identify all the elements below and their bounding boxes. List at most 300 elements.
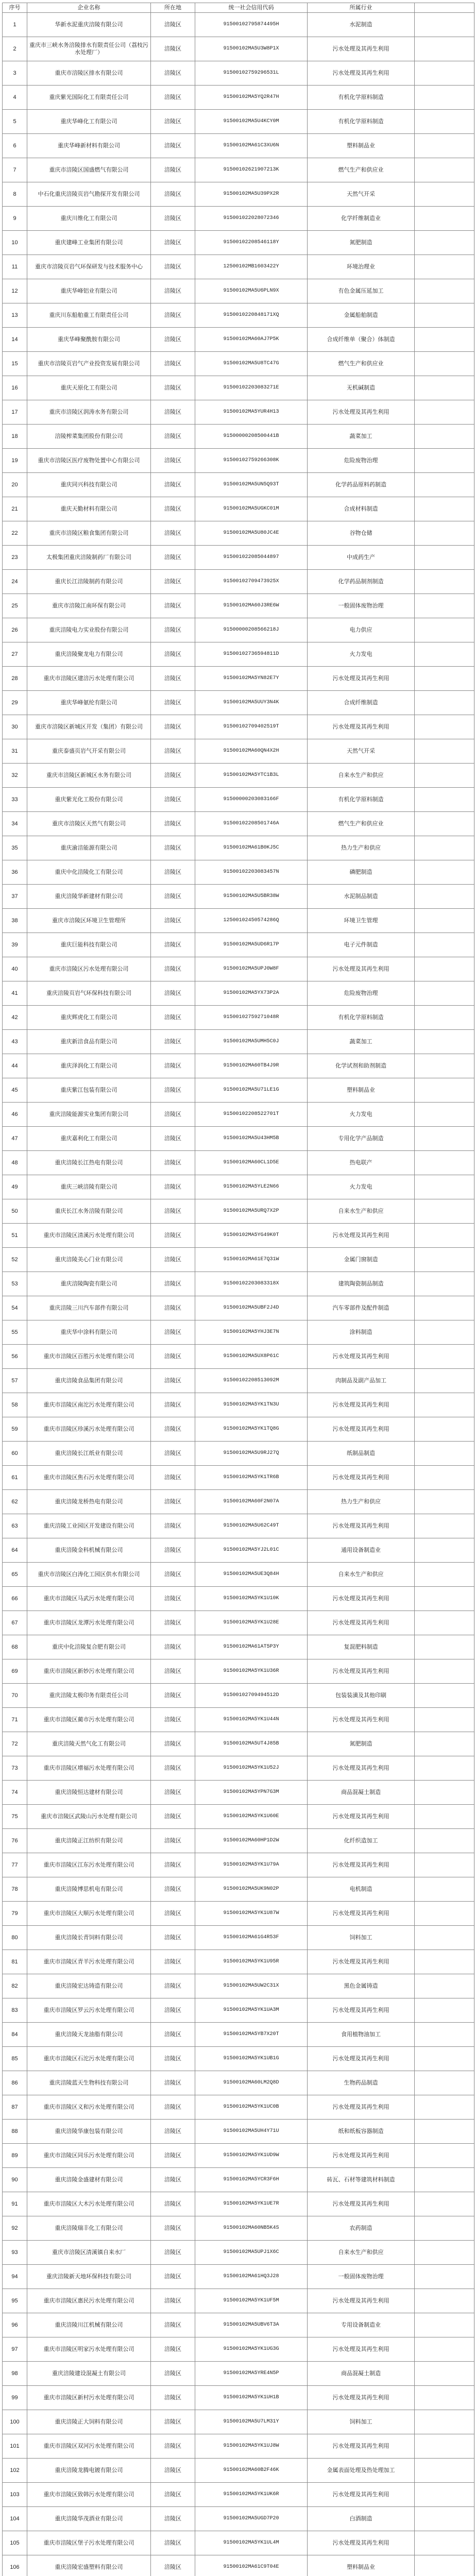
cell-no: 37 (3, 885, 27, 909)
cell-credit-code: 91500102MA5UD6R17P (195, 933, 308, 957)
cell-credit-code: 91500102795874495H (195, 13, 308, 37)
table-row (3, 2362, 474, 2386)
cell-location: 涪陵区 (151, 812, 195, 836)
table-row (3, 376, 474, 400)
cell-company-name: 重庆紫江包装有限公司 (27, 1078, 151, 1103)
cell-location: 涪陵区 (151, 2095, 195, 2120)
cell-industry: 环境治理业 (308, 255, 415, 279)
cell-industry: 一般固体废物治理 (308, 2265, 415, 2289)
cell-company-name: 重庆泰盛页岩气开采有限公司 (27, 739, 151, 764)
cell-location: 涪陵区 (151, 2362, 195, 2386)
cell-location: 涪陵区 (151, 1248, 195, 1272)
cell-industry: 有机化学原料制造 (308, 1006, 415, 1030)
cell-no: 91 (3, 2192, 27, 2216)
cell-no: 33 (3, 788, 27, 812)
table-row (3, 1030, 474, 1054)
table-row (3, 1708, 474, 1732)
cell-credit-code: 91500102MA61C3XU6N (195, 134, 308, 158)
cell-blank (415, 207, 474, 231)
cell-no: 78 (3, 1877, 27, 1902)
cell-no: 53 (3, 1272, 27, 1296)
table-row (3, 1296, 474, 1320)
table-row (3, 1393, 474, 1417)
cell-company-name: 太极集团重庆涪陵制药厂有限公司 (27, 546, 151, 570)
table-row (3, 1538, 474, 1563)
table-row (3, 400, 474, 425)
cell-blank (415, 1224, 474, 1248)
cell-industry: 涂料制造 (308, 1320, 415, 1345)
table-row (3, 1006, 474, 1030)
cell-location: 涪陵区 (151, 1950, 195, 1974)
cell-blank (415, 812, 474, 836)
cell-industry: 热力生产和供应 (308, 1490, 415, 1514)
cell-industry: 污水处理及其再生利用 (308, 2386, 415, 2410)
cell-blank (415, 1950, 474, 1974)
cell-location: 涪陵区 (151, 836, 195, 860)
cell-location: 涪陵区 (151, 667, 195, 691)
cell-no: 94 (3, 2265, 27, 2289)
cell-no: 17 (3, 400, 27, 425)
cell-no: 45 (3, 1078, 27, 1103)
cell-company-name: 重庆中化涪陵化工有限公司 (27, 860, 151, 885)
cell-no: 47 (3, 1127, 27, 1151)
cell-industry: 有机化学原料制造 (308, 788, 415, 812)
cell-no: 50 (3, 1199, 27, 1224)
cell-no: 51 (3, 1224, 27, 1248)
cell-industry: 污水处理及其再生利用 (308, 1417, 415, 1442)
cell-no: 67 (3, 1611, 27, 1635)
cell-industry: 危险废物治理 (308, 981, 415, 1006)
cell-company-name: 重庆三峡涪陵有限公司 (27, 1175, 151, 1199)
table-row (3, 1781, 474, 1805)
cell-industry: 污水处理及其再生利用 (308, 1756, 415, 1781)
cell-blank (415, 61, 474, 86)
cell-credit-code: 12500102450574286Q (195, 909, 308, 933)
cell-credit-code: 91500102MA5UK9N02P (195, 1877, 308, 1902)
cell-no: 89 (3, 2144, 27, 2168)
company-table (2, 3, 474, 2576)
cell-company-name: 重庆涪陵长青饲料有限公司 (27, 1926, 151, 1950)
cell-company-name: 重庆涪陵能源实业集团有限公司 (27, 1103, 151, 1127)
cell-company-name: 重庆市涪陵区清溪污水处理有限公司 (27, 1224, 151, 1248)
cell-industry: 燃气生产和供应业 (308, 158, 415, 182)
cell-blank (415, 1781, 474, 1805)
table-row (3, 1248, 474, 1272)
cell-blank (415, 1877, 474, 1902)
cell-blank (415, 2313, 474, 2337)
cell-location: 涪陵区 (151, 352, 195, 376)
cell-no: 12 (3, 279, 27, 303)
cell-blank (415, 1635, 474, 1659)
cell-no: 54 (3, 1296, 27, 1320)
cell-blank (415, 2555, 474, 2576)
cell-industry: 塑料制品业 (308, 1078, 415, 1103)
cell-credit-code: 91500102MA5YHJ3E7N (195, 1320, 308, 1345)
cell-location: 涪陵区 (151, 981, 195, 1006)
cell-credit-code: 91500102208546118Y (195, 231, 308, 255)
cell-industry: 合成纤维制造 (308, 691, 415, 715)
cell-credit-code: 91500102621907213K (195, 158, 308, 182)
cell-company-name: 重庆巨能科技有限公司 (27, 933, 151, 957)
cell-company-name: 重庆涪陵龙桥热电有限公司 (27, 1490, 151, 1514)
cell-company-name: 重庆新涪食品有限公司 (27, 1030, 151, 1054)
cell-location: 涪陵区 (151, 2144, 195, 2168)
cell-industry: 农药制造 (308, 2216, 415, 2241)
cell-location: 涪陵区 (151, 2337, 195, 2362)
cell-credit-code: 91500102MA5YK1U28E (195, 1611, 308, 1635)
cell-industry: 氮肥制造 (308, 231, 415, 255)
cell-no: 81 (3, 1950, 27, 1974)
cell-credit-code: 91500102MA5YK1U60E (195, 1805, 308, 1829)
cell-company-name: 重庆市涪陵区排水有限公司 (27, 61, 151, 86)
cell-no: 24 (3, 570, 27, 594)
cell-industry: 有机化学原料制造 (308, 110, 415, 134)
cell-industry: 生物药品制造 (308, 2071, 415, 2095)
cell-credit-code: 91500102MA5YB7X20T (195, 2023, 308, 2047)
cell-credit-code: 91500102MA61E7Q31W (195, 1248, 308, 1272)
table-row (3, 1805, 474, 1829)
cell-blank (415, 2071, 474, 2095)
cell-credit-code: 91500102MA60AJ7P5K (195, 328, 308, 352)
cell-no: 22 (3, 521, 27, 546)
cell-company-name: 重庆市涪陵区百胜污水处理有限公司 (27, 1345, 151, 1369)
cell-no: 80 (3, 1926, 27, 1950)
cell-blank (415, 279, 474, 303)
cell-no: 76 (3, 1829, 27, 1853)
cell-credit-code: 91500102MA5YG49K0T (195, 1224, 308, 1248)
table-row (3, 1345, 474, 1369)
cell-blank (415, 231, 474, 255)
cell-blank (415, 110, 474, 134)
table-row (3, 1998, 474, 2023)
cell-credit-code: 91500102MA5U43HM5B (195, 1127, 308, 1151)
cell-no: 27 (3, 642, 27, 667)
cell-no: 97 (3, 2337, 27, 2362)
table-row (3, 1974, 474, 1998)
cell-company-name: 涪陵榨菜集团股份有限公司 (27, 425, 151, 449)
table-row (3, 255, 474, 279)
table-row (3, 2313, 474, 2337)
cell-company-name: 重庆市涪陵区马武污水处理有限公司 (27, 1587, 151, 1611)
cell-company-name: 重庆市涪陵区白涛化工园区供水有限公司 (27, 1563, 151, 1587)
cell-industry: 火力发电 (308, 1103, 415, 1127)
cell-industry: 污水处理及其再生利用 (308, 2144, 415, 2168)
cell-credit-code: 91500102MA5U4KCY0M (195, 110, 308, 134)
cell-company-name: 重庆涪陵天龙油脂有限公司 (27, 2023, 151, 2047)
table-row (3, 2144, 474, 2168)
cell-credit-code: 91500102MA5U8TC47G (195, 352, 308, 376)
cell-company-name: 中石化重庆涪陵页岩气勘探开发有限公司 (27, 182, 151, 207)
cell-company-name: 重庆紫光化工股份有限公司 (27, 788, 151, 812)
cell-industry: 肉制品及副产品加工 (308, 1369, 415, 1393)
cell-no: 46 (3, 1103, 27, 1127)
cell-no: 61 (3, 1466, 27, 1490)
cell-company-name: 重庆市涪陵区新城区水务有限公司 (27, 764, 151, 788)
cell-location: 涪陵区 (151, 2531, 195, 2555)
cell-blank (415, 2216, 474, 2241)
header-row (3, 3, 474, 13)
cell-company-name: 重庆华峰新材料有限公司 (27, 134, 151, 158)
cell-industry: 纸制品制造 (308, 1442, 415, 1466)
cell-credit-code: 91500102MA5YK1U44N (195, 1708, 308, 1732)
cell-no: 34 (3, 812, 27, 836)
cell-company-name: 重庆华峰铝业有限公司 (27, 279, 151, 303)
cell-credit-code: 91500102709494512D (195, 1684, 308, 1708)
cell-no: 40 (3, 957, 27, 981)
cell-location: 涪陵区 (151, 1659, 195, 1684)
table-row (3, 836, 474, 860)
cell-company-name: 重庆涪陵华新建材有限公司 (27, 885, 151, 909)
cell-location: 涪陵区 (151, 328, 195, 352)
cell-blank (415, 1127, 474, 1151)
cell-credit-code: 91500102MA5U6PLN9X (195, 279, 308, 303)
cell-location: 涪陵区 (151, 1127, 195, 1151)
cell-no: 5 (3, 110, 27, 134)
cell-blank (415, 37, 474, 61)
cell-company-name: 重庆涪陵陶瓷有限公司 (27, 1272, 151, 1296)
cell-industry: 水泥制品制造 (308, 885, 415, 909)
cell-location: 涪陵区 (151, 37, 195, 61)
cell-industry: 中成药生产 (308, 546, 415, 570)
cell-blank (415, 86, 474, 110)
cell-industry: 有色金属压延加工 (308, 279, 415, 303)
cell-credit-code: 91500102759271048R (195, 1006, 308, 1030)
cell-no: 69 (3, 1659, 27, 1684)
table-row (3, 61, 474, 86)
cell-blank (415, 981, 474, 1006)
table-row (3, 1224, 474, 1248)
cell-company-name: 重庆天勤材料有限公司 (27, 497, 151, 521)
cell-blank (415, 2410, 474, 2434)
cell-blank (415, 1248, 474, 1272)
cell-no: 79 (3, 1902, 27, 1926)
table-row (3, 618, 474, 642)
cell-company-name: 重庆市涪陵区医疗废物处置中心有限公司 (27, 449, 151, 473)
cell-industry: 污水处理及其再生利用 (308, 1659, 415, 1684)
cell-blank (415, 1393, 474, 1417)
table-row (3, 1587, 474, 1611)
cell-company-name: 重庆市涪陵区天然气有限公司 (27, 812, 151, 836)
cell-no: 4 (3, 86, 27, 110)
cell-blank (415, 764, 474, 788)
cell-location: 涪陵区 (151, 1103, 195, 1127)
cell-location: 涪陵区 (151, 158, 195, 182)
cell-no: 20 (3, 473, 27, 497)
table-row (3, 1490, 474, 1514)
cell-location: 涪陵区 (151, 1466, 195, 1490)
cell-credit-code: 91500102203083457N (195, 860, 308, 885)
table-row (3, 1659, 474, 1684)
cell-company-name: 重庆市涪陵区国盛燃气有限公司 (27, 158, 151, 182)
cell-credit-code: 91500102MA61B0KJ5C (195, 836, 308, 860)
cell-industry: 污水处理及其再生利用 (308, 1587, 415, 1611)
table-row (3, 2555, 474, 2576)
cell-no: 63 (3, 1514, 27, 1538)
cell-company-name: 重庆同兴科技有限公司 (27, 473, 151, 497)
cell-location: 涪陵区 (151, 255, 195, 279)
table-row (3, 1877, 474, 1902)
cell-company-name: 重庆涪陵龙腾电镀有限公司 (27, 2459, 151, 2483)
cell-location: 涪陵区 (151, 1902, 195, 1926)
cell-no: 3 (3, 61, 27, 86)
cell-industry: 污水处理及其再生利用 (308, 1224, 415, 1248)
cell-company-name: 重庆涪陵太极印务有限责任公司 (27, 1684, 151, 1708)
cell-blank (415, 1829, 474, 1853)
cell-no: 32 (3, 764, 27, 788)
cell-no: 99 (3, 2386, 27, 2410)
cell-company-name: 重庆市涪陵区焦石污水处理有限公司 (27, 1466, 151, 1490)
cell-company-name: 华新水泥重庆涪陵有限公司 (27, 13, 151, 37)
cell-industry: 污水处理及其再生利用 (308, 1708, 415, 1732)
cell-blank (415, 2144, 474, 2168)
cell-credit-code: 91500102MA5U39PX2R (195, 182, 308, 207)
table-row (3, 2410, 474, 2434)
cell-company-name: 重庆涪陵蓝天生物科技有限公司 (27, 2071, 151, 2095)
cell-blank (415, 594, 474, 618)
cell-blank (415, 1103, 474, 1127)
cell-company-name: 重庆市涪陵区义和污水处理有限公司 (27, 2095, 151, 2120)
cell-no: 93 (3, 2241, 27, 2265)
cell-industry: 污水处理及其再生利用 (308, 1902, 415, 1926)
cell-blank (415, 1417, 474, 1442)
cell-location: 涪陵区 (151, 1175, 195, 1199)
cell-blank (415, 1490, 474, 1514)
cell-industry: 污水处理及其再生利用 (308, 2192, 415, 2216)
cell-location: 涪陵区 (151, 594, 195, 618)
cell-credit-code: 91500102208513092M (195, 1369, 308, 1393)
cell-blank (415, 2531, 474, 2555)
cell-blank (415, 158, 474, 182)
cell-no: 2 (3, 37, 27, 61)
cell-company-name: 重庆涪陵金盛建材有限公司 (27, 2168, 151, 2192)
cell-industry: 有机化学原料制造 (308, 86, 415, 110)
cell-credit-code: 91500102MA5URQ7X2P (195, 1199, 308, 1224)
cell-company-name: 重庆泽润化工有限公司 (27, 1054, 151, 1078)
cell-no: 84 (3, 2023, 27, 2047)
cell-company-name: 重庆川维化工有限公司 (27, 207, 151, 231)
cell-credit-code: 91500102759296531L (195, 61, 308, 86)
table-row (3, 715, 474, 739)
cell-credit-code: 91500102MA5YQ2R47H (195, 86, 308, 110)
cell-credit-code: 91500102MA5U3W8P1X (195, 37, 308, 61)
cell-blank (415, 667, 474, 691)
cell-company-name: 重庆涪陵正大饲料有限公司 (27, 2410, 151, 2434)
cell-company-name: 重庆市涪陵区新城区开发（集团）有限公司 (27, 715, 151, 739)
table-row (3, 2386, 474, 2410)
cell-credit-code: 91500102MA5UH4Y71U (195, 2120, 308, 2144)
cell-no: 35 (3, 836, 27, 860)
cell-company-name: 重庆市涪陵区新村污水处理有限公司 (27, 2386, 151, 2410)
cell-credit-code: 91500102MA60NB5K4S (195, 2216, 308, 2241)
cell-industry: 污水处理及其再生利用 (308, 1611, 415, 1635)
cell-no: 85 (3, 2047, 27, 2071)
cell-credit-code: 91500102MA5YK1U10K (195, 1587, 308, 1611)
cell-no: 68 (3, 1635, 27, 1659)
cell-location: 涪陵区 (151, 1272, 195, 1296)
cell-no: 1 (3, 13, 27, 37)
cell-no: 42 (3, 1006, 27, 1030)
cell-credit-code: 91500102MA61G4R53F (195, 1926, 308, 1950)
cell-credit-code: 91500102MA5YK1U87W (195, 1902, 308, 1926)
cell-blank (415, 1272, 474, 1296)
cell-company-name: 重庆市涪陵区蔺市污水处理有限公司 (27, 1708, 151, 1732)
cell-industry: 污水处理及其再生利用 (308, 1345, 415, 1369)
cell-company-name: 重庆川东船舶重工有限责任公司 (27, 303, 151, 328)
table-row (3, 1611, 474, 1635)
table-row (3, 2434, 474, 2459)
cell-industry: 纸和纸板容器制造 (308, 2120, 415, 2144)
cell-no: 29 (3, 691, 27, 715)
cell-blank (415, 1369, 474, 1393)
table-row (3, 2120, 474, 2144)
cell-company-name: 重庆涪陵长江热电有限公司 (27, 1151, 151, 1175)
cell-location: 涪陵区 (151, 885, 195, 909)
cell-industry: 污水处理及其再生利用 (308, 1805, 415, 1829)
cell-credit-code: 91500102MA60B2F46K (195, 2459, 308, 2483)
cell-company-name: 重庆市涪陵区环境卫生管理所 (27, 909, 151, 933)
cell-location: 涪陵区 (151, 1684, 195, 1708)
cell-industry: 燃气生产和供应业 (308, 352, 415, 376)
cell-location: 涪陵区 (151, 1732, 195, 1756)
cell-credit-code: 91500102203083318X (195, 1272, 308, 1296)
table-row (3, 231, 474, 255)
table-row (3, 182, 474, 207)
cell-blank (415, 1054, 474, 1078)
cell-industry: 火力发电 (308, 1175, 415, 1199)
cell-blank (415, 2095, 474, 2120)
cell-blank (415, 2483, 474, 2507)
cell-blank (415, 618, 474, 642)
cell-blank (415, 376, 474, 400)
cell-blank (415, 2459, 474, 2483)
cell-location: 涪陵区 (151, 691, 195, 715)
table-row (3, 1127, 474, 1151)
cell-location: 涪陵区 (151, 2507, 195, 2531)
cell-location: 涪陵区 (151, 570, 195, 594)
cell-industry: 水泥制造 (308, 13, 415, 37)
cell-industry: 污水处理及其再生利用 (308, 715, 415, 739)
cell-no: 101 (3, 2434, 27, 2459)
cell-no: 58 (3, 1393, 27, 1417)
cell-industry: 商品混凝土制造 (308, 2362, 415, 2386)
cell-credit-code: 91500102MA5UN5Q93T (195, 473, 308, 497)
cell-industry: 白酒制造 (308, 2507, 415, 2531)
cell-company-name: 重庆市涪陵区润涛水务有限公司 (27, 400, 151, 425)
cell-company-name: 重庆市涪陵区污水处理有限公司 (27, 957, 151, 981)
cell-location: 涪陵区 (151, 715, 195, 739)
cell-industry: 化学试剂和助剂制造 (308, 1054, 415, 1078)
cell-company-name: 重庆中化涪陵复合肥有限公司 (27, 1635, 151, 1659)
cell-blank (415, 1296, 474, 1320)
cell-credit-code: 91500102MA5YJ2L01C (195, 1538, 308, 1563)
cell-location: 涪陵区 (151, 1393, 195, 1417)
cell-company-name: 重庆涪陵工业园区开发建设有限公司 (27, 1514, 151, 1538)
cell-company-name: 重庆涪陵三川汽车部件有限公司 (27, 1296, 151, 1320)
cell-location: 涪陵区 (151, 1563, 195, 1587)
cell-industry: 电机制造 (308, 1877, 415, 1902)
table-row (3, 1563, 474, 1587)
cell-no: 105 (3, 2531, 27, 2555)
cell-company-name: 重庆市涪陵区新妙污水处理有限公司 (27, 1659, 151, 1684)
cell-no: 14 (3, 328, 27, 352)
cell-location: 涪陵区 (151, 739, 195, 764)
cell-credit-code: 91500102MA5YLE2N66 (195, 1175, 308, 1199)
cell-credit-code: 91500102MA5UBV6T3A (195, 2313, 308, 2337)
cell-credit-code: 91500102MA5YK1U95R (195, 1950, 308, 1974)
cell-industry: 塑料制品业 (308, 134, 415, 158)
cell-company-name: 重庆涪陵页岩气环保科技有限公司 (27, 981, 151, 1006)
cell-industry: 磷肥制造 (308, 860, 415, 885)
